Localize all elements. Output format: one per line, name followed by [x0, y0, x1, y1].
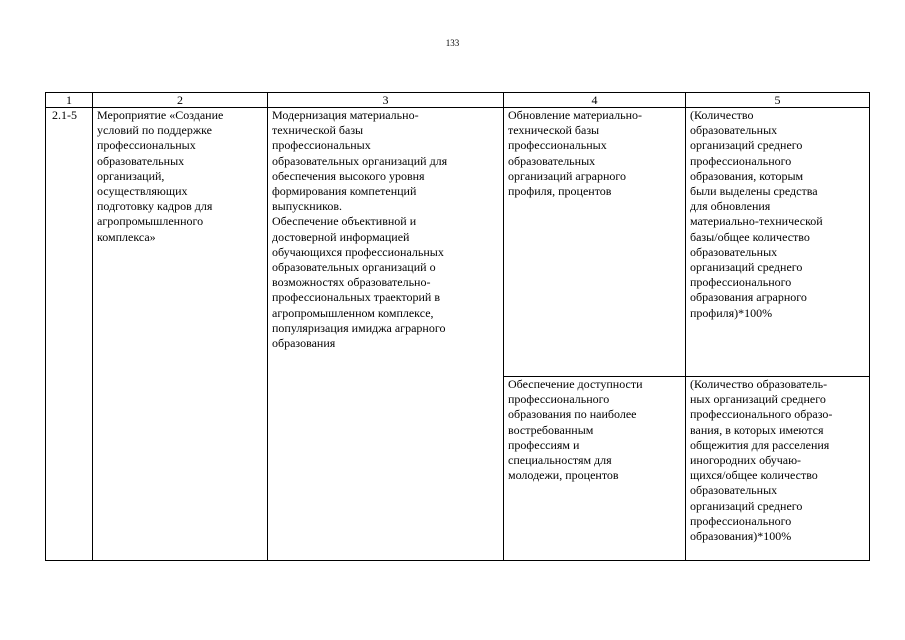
goal-cell: [268, 108, 504, 561]
formula-cell: [686, 108, 870, 377]
table-row: [46, 108, 870, 377]
event-name: Мероприятие «Создание условий по поддержке профессиональных образовательных организаций, осуществляющих подготовку кадров для агропромышленного комплекса»: [97, 108, 224, 244]
indicator-formula: (Количество образовательных организаций среднего профессионального образования, которым были выделены средства для обновления материально-технической базы/общее количество образовательных организаций среднего профессионального образования аграрного профиля)*100%: [690, 108, 823, 320]
event-cell: [93, 108, 268, 561]
indicator-name: Обеспечение доступности профессионального образования по наиболее востребованным профессиям и специальностям для молодежи, процентов: [508, 377, 643, 483]
column-number-row: [46, 93, 870, 108]
row-number: 2.1-5: [52, 108, 77, 122]
column-number-5: 5: [686, 93, 870, 108]
indicator-name: Обновление материально- технической базы профессиональных образовательных организаций аграрного профиля, процентов: [508, 108, 643, 199]
column-number-1: 1: [46, 93, 93, 108]
column-number-2: 2: [93, 93, 268, 108]
goal-text: Модернизация материально- технической базы профессиональных образовательных организаций для обеспечения высокого уровня формирования компетенций выпускников. Обеспечение объективной и достоверной информацией обучающихся профессиональных образовательных организаций о возможностях образовательно- профессиональных траекторий в агропромышленном комплексе, популяризация имиджа аграрного образования: [272, 108, 448, 351]
indicator-formula: (Количество образователь- ных организаций среднего профессионального образо- вания, в которых имеются общежития для расселения иногородних обучаю- щихся/общее количество образовательных организаций среднего профессионального образования)*100%: [690, 377, 833, 544]
page-number: 133: [445, 38, 460, 48]
column-number-4: 4: [504, 93, 686, 108]
program-table: [45, 92, 870, 561]
indicator-cell: [504, 108, 686, 377]
row-number-cell: [46, 108, 93, 561]
formula-cell: [686, 377, 870, 561]
column-number-3: 3: [268, 93, 504, 108]
indicator-cell: [504, 377, 686, 561]
